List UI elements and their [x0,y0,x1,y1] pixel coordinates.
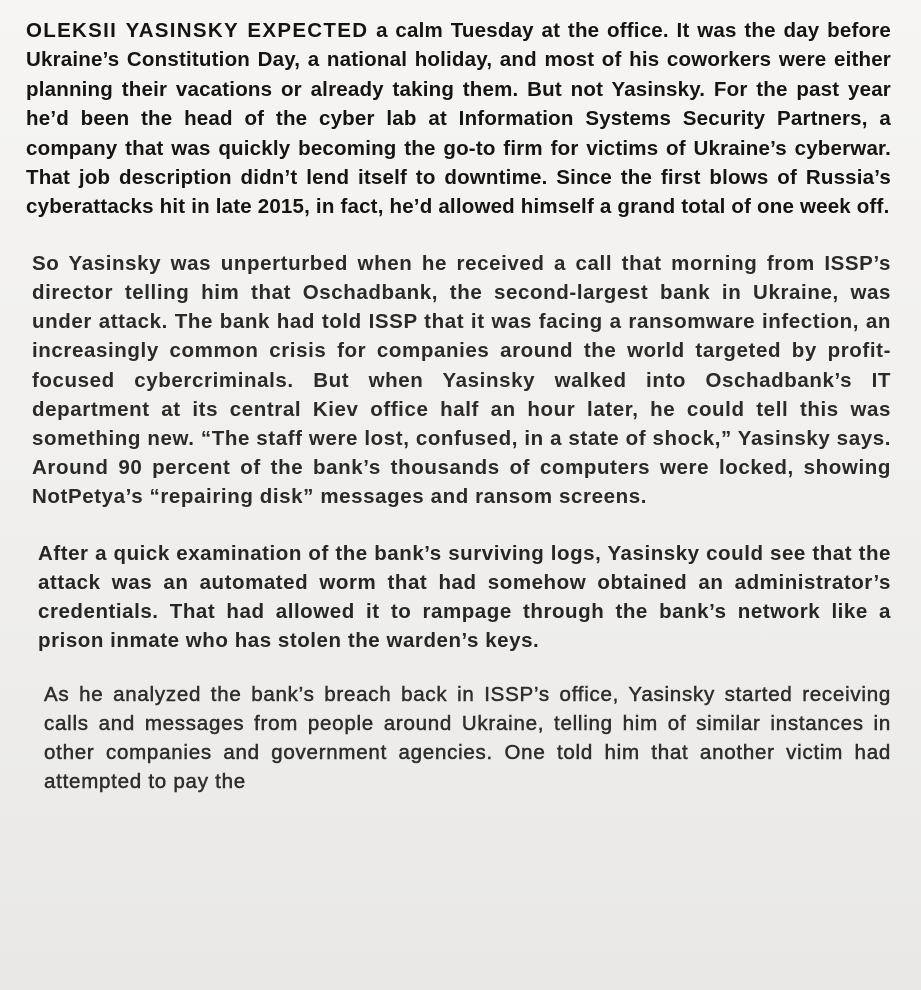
paragraph-1 [26,16,891,222]
paragraph-4: As he analyzed the bank’s breach back in ISSP’s office, Yasinsky started receiving calls and messages from people around Ukraine, telling him of similar instances in other companies and government agencies. One told him that another victim had attempted to pay the [44,683,891,794]
paragraph-3: After a quick examination of the bank’s surviving logs, Yasinsky could see that the attack was an automated worm that had somehow obtained an administrator’s credentials. That had allowed it to rampage through the bank’s network like a prison inmate who has stolen the warden’s keys. [38,541,891,653]
paragraph-1-body: a calm Tuesday at the office. It was the day before Ukraine’s Constitution Day, a national holiday, and most of his coworkers were either planning their vacations or already taking them. But not Yasinsky. For the past year he’d been the head of the cyber lab at Information Systems Security Partners, a company that was quickly becoming the go-to firm for victims of Ukraine’s cyberwar. That job description didn’t lend itself to downtime. Since the first blows of Russia’s cyberattacks hit in late 2015, in fact, he’d allowed himself a grand total of one week off. [26,19,891,219]
paragraph-2: So Yasinsky was unperturbed when he received a call that morning from ISSP’s director telling him that Oschadbank, the second-largest bank in Ukraine, was under attack. The bank had told ISSP that it was facing a ransomware infection, an increasingly common crisis for companies around the world targeted by profit-focused cybercriminals. But when Yasinsky walked into Oschadbank’s IT department at its central Kiev office half an hour later, he could tell this was something new. “The staff were lost, confused, in a state of shock,” Yasinsky says. Around 90 percent of the bank’s thousands of computers were locked, showing NotPetya’s “repairing disk” messages and ransom screens. [32,251,891,509]
paragraph-1-lead: OLEKSII YASINSKY EXPECTED [26,19,369,42]
